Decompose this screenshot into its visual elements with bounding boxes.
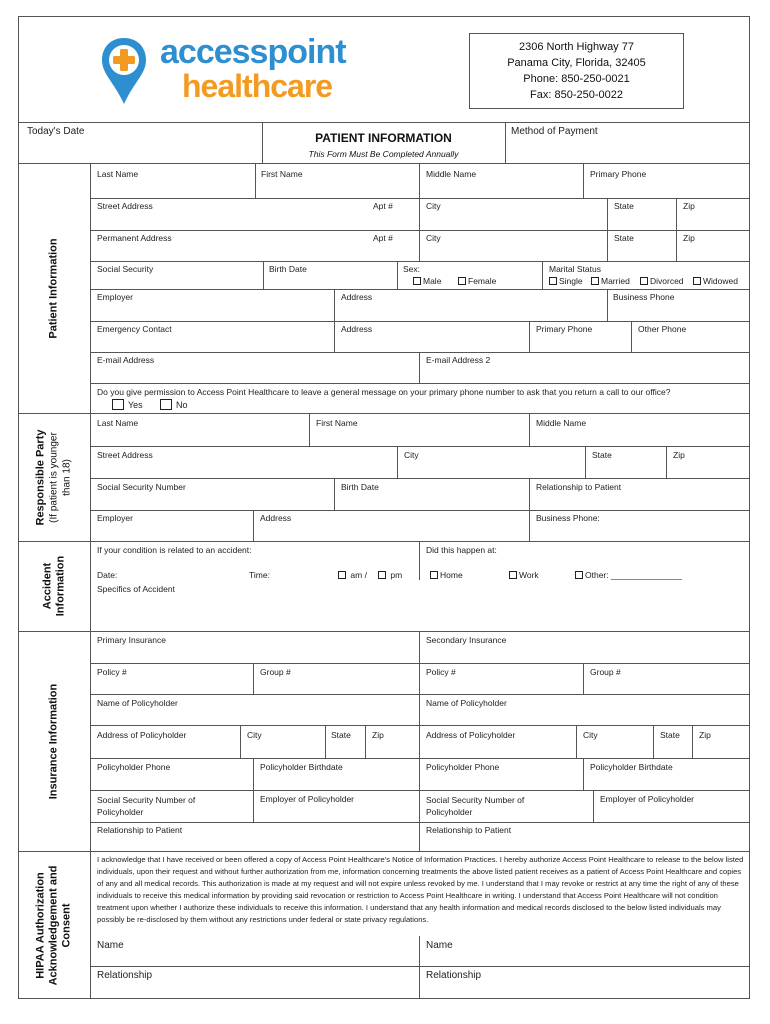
divorced-checkbox[interactable] — [640, 277, 648, 285]
patient-perm-apt-label: Apt # — [373, 233, 393, 243]
email-2-label: E-mail Address 2 — [426, 355, 491, 365]
section-hipaa: HIPAA Authorization Acknowledgement and Consent — [34, 865, 73, 985]
home-checkbox[interactable] — [430, 571, 438, 579]
patient-perm-city-label: City — [426, 233, 441, 243]
accident-related-label: If your condition is related to an accident: — [97, 545, 252, 555]
patient-primary-phone-label: Primary Phone — [590, 169, 647, 179]
section-patient-information: Patient Information — [47, 237, 60, 339]
patient-sex-label: Sex: — [403, 264, 421, 274]
primary-holder-employer-label: Employer of Policyholder — [260, 794, 355, 804]
accident-am-option[interactable]: am / — [338, 570, 367, 580]
work-checkbox[interactable] — [509, 571, 517, 579]
marital-widowed-option[interactable]: Widowed — [693, 276, 738, 286]
rp-first-name-label: First Name — [316, 418, 358, 428]
primary-holder-state-label: State — [331, 730, 351, 740]
address-line: Panama City, Florida, 32405 — [507, 57, 646, 69]
accident-home-option[interactable]: Home — [430, 570, 463, 580]
secondary-holder-city-label: City — [583, 730, 598, 740]
rp-relationship-label: Relationship to Patient — [536, 482, 622, 492]
patient-employer-address-label: Address — [341, 292, 373, 302]
secondary-insurance-label: Secondary Insurance — [426, 635, 507, 645]
patient-business-phone-label: Business Phone — [613, 292, 675, 302]
accident-time-label: Time: — [249, 570, 270, 580]
patient-middle-name-label: Middle Name — [426, 169, 477, 179]
rp-middle-name-label: Middle Name — [536, 418, 587, 428]
patient-zip-label: Zip — [683, 201, 695, 211]
widowed-checkbox[interactable] — [693, 277, 701, 285]
emergency-primary-phone-label: Primary Phone — [536, 324, 593, 334]
hipaa-relationship-2-label: Relationship — [426, 970, 482, 981]
rp-ssn-label: Social Security Number — [97, 482, 186, 492]
email-label: E-mail Address — [97, 355, 155, 365]
patient-employer-label: Employer — [97, 292, 133, 302]
accident-other-option[interactable]: Other: _______________ — [575, 570, 682, 580]
pm-checkbox[interactable] — [378, 571, 386, 579]
primary-relationship-label: Relationship to Patient — [97, 825, 183, 835]
address-line: 2306 North Highway 77 — [519, 41, 634, 53]
sex-male-option[interactable]: Male — [413, 276, 441, 286]
patient-permanent-address-label: Permanent Address — [97, 233, 172, 243]
patient-perm-state-label: State — [614, 233, 634, 243]
accident-specifics-label: Specifics of Accident — [97, 584, 175, 594]
sex-female-option[interactable]: Female — [458, 276, 496, 286]
rp-last-name-label: Last Name — [97, 418, 139, 428]
form-subtitle: This Form Must Be Completed Annually — [308, 149, 459, 159]
patient-state-label: State — [614, 201, 634, 211]
primary-holder-phone-label: Policyholder Phone — [97, 762, 171, 772]
todays-date-label: Today's Date — [27, 126, 85, 137]
primary-group-label: Group # — [260, 667, 291, 677]
section-insurance-information: Insurance Information — [47, 683, 60, 799]
emergency-contact-label: Emergency Contact — [97, 324, 172, 334]
section-responsible-party: Responsible Party (If patient is younger than 18) — [34, 429, 73, 525]
female-checkbox[interactable] — [458, 277, 466, 285]
clinic-address — [469, 39, 684, 103]
other-checkbox[interactable] — [575, 571, 583, 579]
permission-yes-option[interactable]: Yes — [112, 399, 143, 410]
accident-location-label: Did this happen at: — [426, 545, 497, 555]
yes-checkbox[interactable] — [112, 399, 124, 410]
secondary-policy-label: Policy # — [426, 667, 456, 677]
secondary-holder-state-label: State — [660, 730, 680, 740]
patient-birth-date-label: Birth Date — [269, 264, 307, 274]
hipaa-consent-text: I acknowledge that I have received or been offered a copy of Access Point Healthcare's Notice of Information Practices. I hereby authorize Access Point Healthcare to release to the below listed individuals, upon their request and without further authorization from me, information concerning treatments the above listed patient receives as a patient of Access Point Healthcare and copies of any and all medical records. This authorization is made at my request and will not expire unless revoked by me. I understand that I may revoke or restrict at any time the right of any of these individuals to receive this medical information by providing said revocation or restriction to Access Point Healthcare in writing. I understand that Access Point Healthcare will not condition treatment upon whether I authorize these individuals to receive this information. I understand that any health information and medical records disclosed to the below listed individuals may possibly be re-disclosed by them without any restrictions under federal or state privacy regulations. — [97, 855, 744, 924]
permission-no-option[interactable]: No — [160, 399, 188, 410]
accident-pm-option[interactable]: pm — [378, 570, 402, 580]
patient-street-address-label: Street Address — [97, 201, 153, 211]
hipaa-name-1-label: Name — [97, 940, 124, 951]
male-checkbox[interactable] — [413, 277, 421, 285]
address-line: Phone: 850-250-0021 — [523, 73, 630, 85]
rp-street-address-label: Street Address — [97, 450, 153, 460]
patient-social-security-label: Social Security — [97, 264, 154, 274]
rp-employer-label: Employer — [97, 513, 133, 523]
patient-perm-zip-label: Zip — [683, 233, 695, 243]
primary-insurance-label: Primary Insurance — [97, 635, 166, 645]
rp-address-label: Address — [260, 513, 292, 523]
location-pin-logo-icon — [100, 36, 148, 108]
patient-city-label: City — [426, 201, 441, 211]
emergency-other-phone-label: Other Phone — [638, 324, 687, 334]
secondary-holder-name-label: Name of Policyholder — [426, 698, 507, 708]
accident-work-option[interactable]: Work — [509, 570, 539, 580]
patient-apt-label: Apt # — [373, 201, 393, 211]
address-line: Fax: 850-250-0022 — [530, 89, 623, 101]
am-checkbox[interactable] — [338, 571, 346, 579]
primary-holder-name-label: Name of Policyholder — [97, 698, 178, 708]
single-checkbox[interactable] — [549, 277, 557, 285]
secondary-holder-ssn-label: Social Security Number of Policyholder — [426, 795, 525, 817]
accident-date-label: Date: — [97, 570, 118, 580]
primary-holder-ssn-label: Social Security Number of Policyholder — [97, 795, 196, 817]
rp-zip-label: Zip — [673, 450, 685, 460]
rp-birth-date-label: Birth Date — [341, 482, 379, 492]
primary-holder-birthdate-label: Policyholder Birthdate — [260, 762, 343, 772]
primary-holder-city-label: City — [247, 730, 262, 740]
primary-holder-zip-label: Zip — [372, 730, 384, 740]
no-checkbox[interactable] — [160, 399, 172, 410]
section-accident-information: Accident Information — [41, 555, 66, 617]
patient-last-name-label: Last Name — [97, 169, 139, 179]
secondary-holder-phone-label: Policyholder Phone — [426, 762, 500, 772]
marital-single-option[interactable]: Single — [549, 276, 583, 286]
message-permission-question: Do you give permission to Access Point Healthcare to leave a general message on your primary phone number to ask that you return a call to our office? — [97, 387, 671, 397]
secondary-holder-employer-label: Employer of Policyholder — [600, 794, 695, 804]
hipaa-name-2-label: Name — [426, 940, 453, 951]
form-title: PATIENT INFORMATION — [315, 131, 452, 145]
marital-married-option[interactable]: Married — [591, 276, 630, 286]
secondary-relationship-label: Relationship to Patient — [426, 825, 512, 835]
logo-text-healthcare: healthcare — [182, 68, 333, 104]
logo-text-accesspoint: accesspoint — [160, 33, 346, 71]
secondary-group-label: Group # — [590, 667, 621, 677]
emergency-address-label: Address — [341, 324, 373, 334]
secondary-holder-birthdate-label: Policyholder Birthdate — [590, 762, 673, 772]
secondary-holder-address-label: Address of Policyholder — [426, 730, 516, 740]
secondary-holder-zip-label: Zip — [699, 730, 711, 740]
marital-divorced-option[interactable]: Divorced — [640, 276, 684, 286]
method-of-payment-label: Method of Payment — [511, 126, 598, 137]
hipaa-relationship-1-label: Relationship — [97, 970, 153, 981]
marital-status-label: Marital Status — [549, 264, 601, 274]
married-checkbox[interactable] — [591, 277, 599, 285]
rp-state-label: State — [592, 450, 612, 460]
patient-first-name-label: First Name — [261, 169, 303, 179]
primary-policy-label: Policy # — [97, 667, 127, 677]
primary-holder-address-label: Address of Policyholder — [97, 730, 187, 740]
rp-business-phone-label: Business Phone: — [536, 513, 600, 523]
rp-city-label: City — [404, 450, 419, 460]
